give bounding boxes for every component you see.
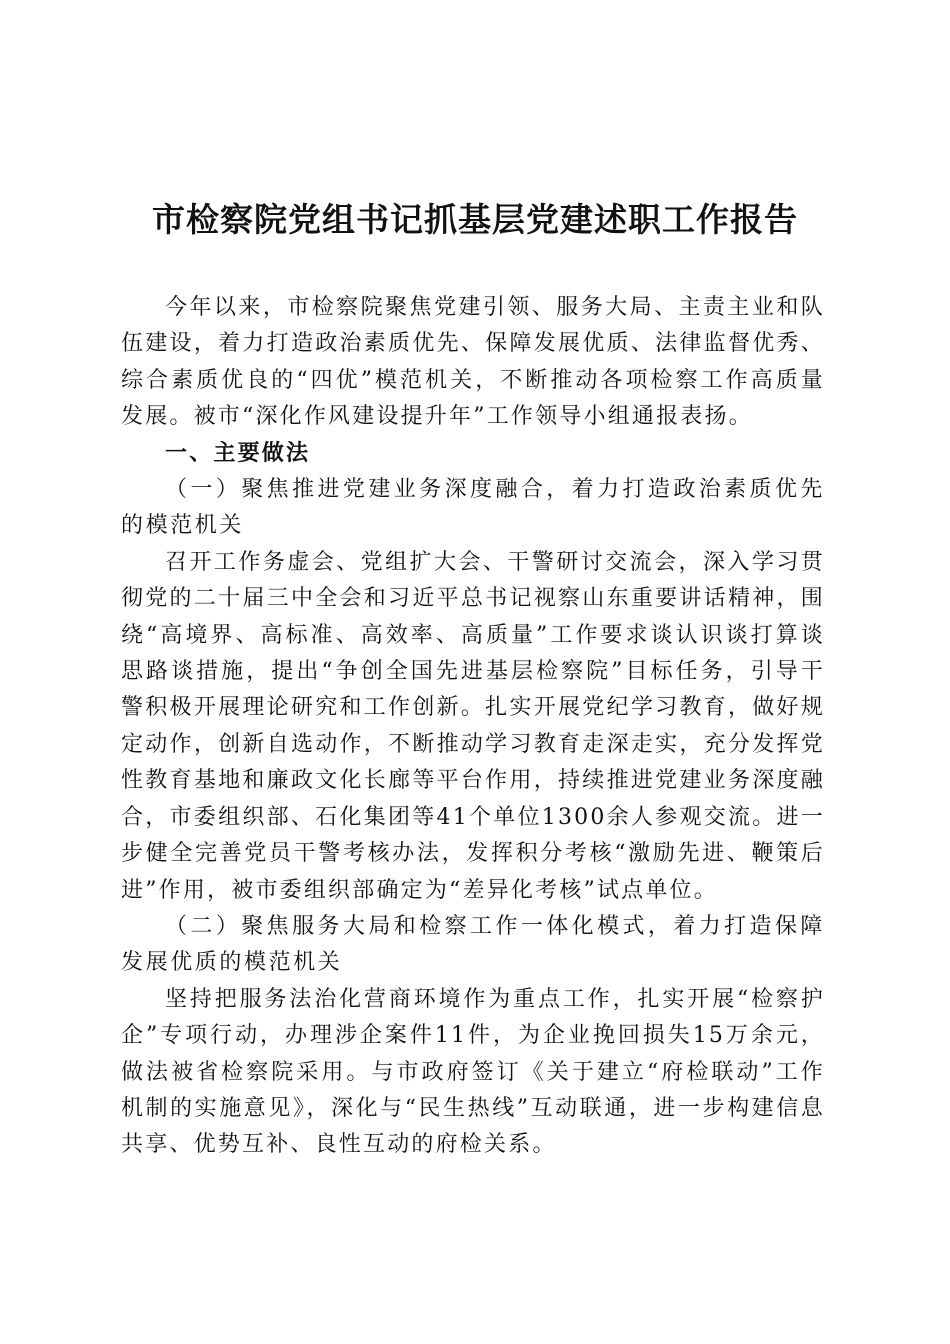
document-body (121, 290, 825, 1164)
subsection-heading-1: （一）聚焦推进党建业务深度融合，着力打造政治素质优先的模范机关 (121, 477, 825, 539)
subsection-heading-2: （二）聚焦服务大局和检察工作一体化模式，着力打造保障发展优质的模范机关 (121, 913, 825, 976)
intro-paragraph: 今年以来，市检察院聚焦党建引领、服务大局、主责主业和队伍建设，着力打造政治素质优先、保障发展优质、法律监督优秀、综合素质优良的“四优”模范机关，不断推动各项检察工作高质量发展。被市“深化作风建设提升年”工作领导小组通报表扬。 (121, 295, 825, 430)
subsection-body-2: 坚持把服务法治化营商环境作为重点工作，扎实开展“检察护企”专项行动，办理涉企案件11件，为企业挽回损失15万余元，做法被省检察院采用。与市政府签订《关于建立“府检联动”工作机制的实施意见》，深化与“民生热线”互动联通，进一步构建信息共享、优势互补、良性互动的府检关系。 (121, 986, 825, 1158)
document-title: 市检察院党组书记抓基层党建述职工作报告 (152, 200, 798, 239)
subsection-body-1: 召开工作务虚会、党组扩大会、干警研讨交流会，深入学习贯彻党的二十届三中全会和习近平总书记视察山东重要讲话精神，围绕“高境界、高标准、高效率、高质量”工作要求谈认识谈打算谈思路谈措施，提出“争创全国先进基层检察院”目标任务，引导干警积极开展理论研究和工作创新。扎实开展党纪学习教育，做好规定动作，创新自选动作，不断推动学习教育走深走实，充分发挥党性教育基地和廉政文化长廊等平台作用，持续推进党建业务深度融合，市委组织部、石化集团等41个单位1300余人参观交流。进一步健全完善党员干警考核办法，发挥积分考核“激励先进、鞭策后进”作用，被市委组织部确定为“差异化考核”试点单位。 (121, 549, 825, 903)
section-heading-main-practices: 一、主要做法 (165, 440, 311, 466)
